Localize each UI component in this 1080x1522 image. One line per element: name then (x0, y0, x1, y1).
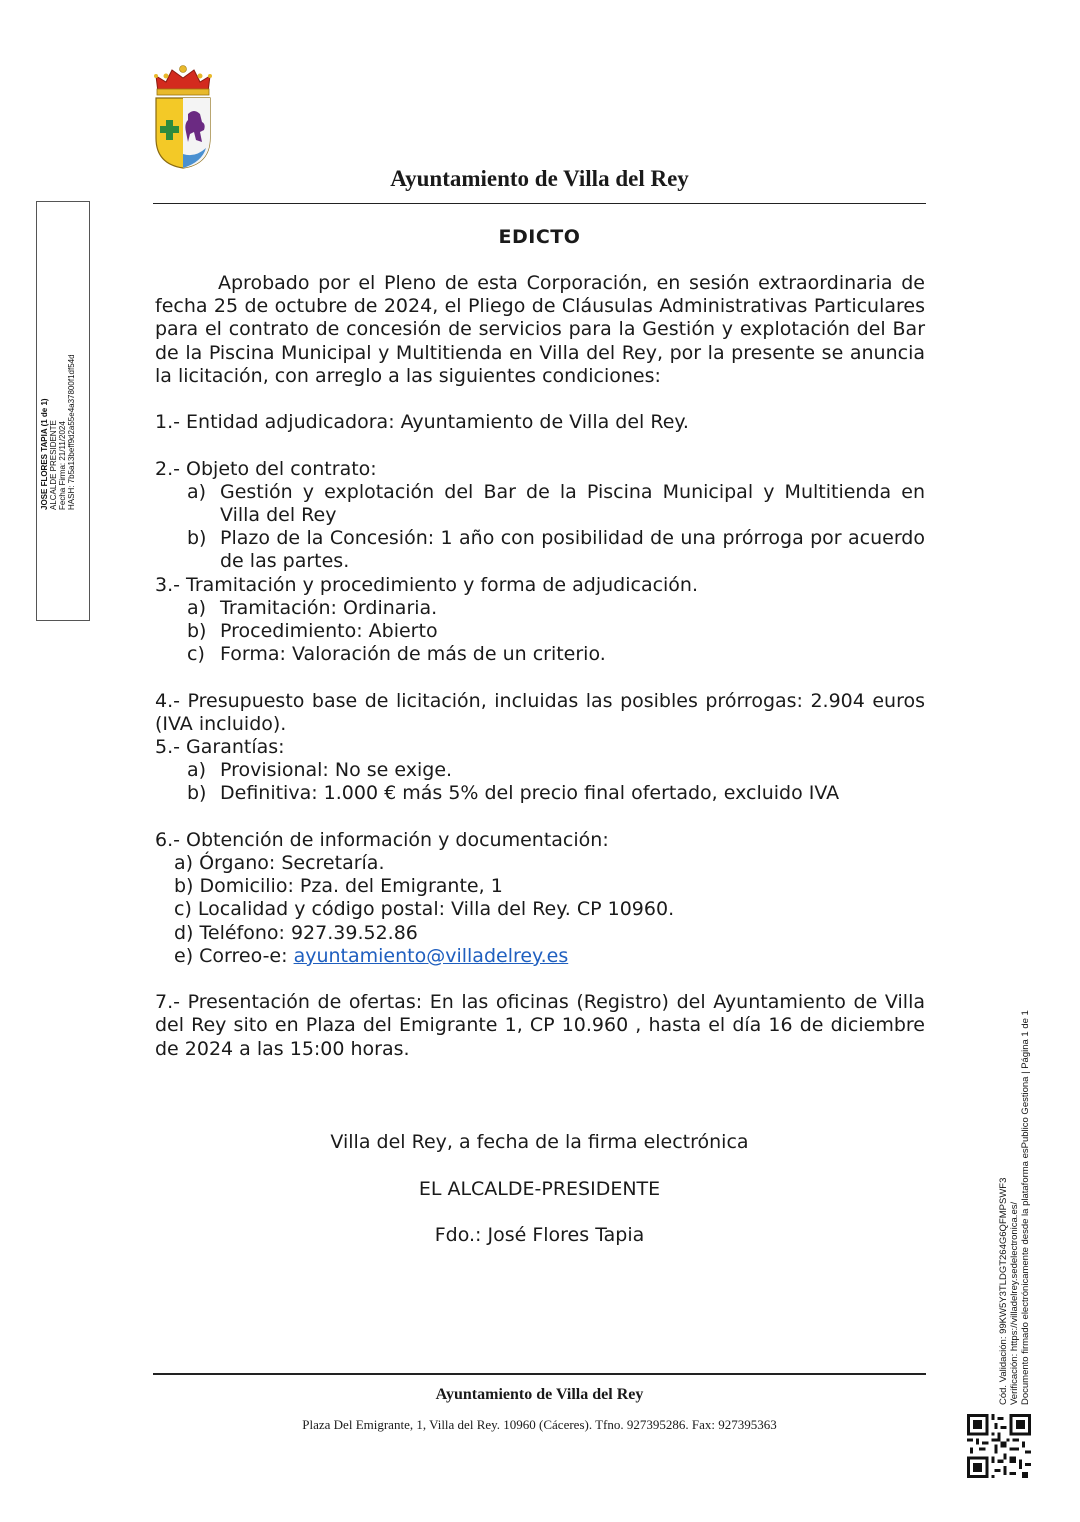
document-title: EDICTO (498, 226, 581, 248)
email-link[interactable]: ayuntamiento@villadelrey.es (293, 944, 569, 967)
list-item: b) Domicilio: Pza. del Emigrante, 1 (174, 875, 503, 898)
intro-paragraph: Aprobado por el Pleno de esta Corporación, en sesión extraordinaria de fecha 25 de octubre de 2024, el Pliego de Cláusulas Administrativas Particulares para el contrato de concesión de servicios para la Gestión y explotación del Bar de la Piscina Municipal y Multitienda en Villa del Rey, por la presente se anuncia la licitación, con arreglo a las siguientes condiciones: (155, 272, 925, 387)
stamp-signer: JOSE FLORES TAPIA (1 de 1) (40, 398, 49, 510)
signature-stamp (40, 310, 76, 510)
list-marker: c) (187, 643, 205, 666)
list-item (155, 759, 925, 782)
list-item-text: Gestión y explotación del Bar de la Piscina Municipal y Multitienda en Villa del Rey (220, 480, 925, 526)
list-item (155, 782, 925, 805)
footer-divider (153, 1373, 926, 1375)
list-item-text: Tramitación: Ordinaria. (220, 596, 438, 619)
list-item-text: Plazo de la Concesión: 1 año con posibilidad de una prórroga por acuerdo de las partes. (220, 527, 925, 573)
section-4: 4.- Presupuesto base de licitación, incluidas las posibles prórrogas: 2.904 euros (IVA incluido). (155, 689, 925, 735)
verification-url: Verificación: https://villadelrey.sedelectronica.es/ (1009, 1201, 1020, 1405)
stamp-date: Fecha Firma: 21/11/2024 (58, 421, 67, 510)
stamp-hash: HASH: 7b5a13beff9d2a55e4a37800f1df54d (67, 354, 76, 510)
header-title: Ayuntamiento de Villa del Rey (390, 166, 689, 191)
list-item (155, 643, 925, 666)
list-item: a) Órgano: Secretaría. (174, 852, 385, 875)
platform-note: Documento firmado electrónicamente desde la plataforma esPublico Gestiona | Página 1 de 1 (1020, 1010, 1031, 1405)
signature-place: Villa del Rey, a fecha de la firma electrónica (330, 1131, 749, 1153)
list-item-text: Definitiva: 1.000 € más 5% del precio final ofertado, excluido IVA (220, 782, 840, 805)
section-3: 3.- Tramitación y procedimiento y forma de adjudicación. (155, 573, 699, 596)
list-marker: b) (187, 527, 207, 550)
list-item-text: Procedimiento: Abierto (220, 620, 438, 643)
section-5: 5.- Garantías: (155, 736, 285, 759)
coat-of-arms-logo (150, 62, 216, 170)
signature-role: EL ALCALDE-PRESIDENTE (418, 1178, 661, 1200)
list-item (155, 620, 925, 643)
list-marker: a) (187, 480, 207, 503)
validation-code: Cód. Validación: 99KW5Y3TLDGT264G6QFMPSWF3 (998, 1177, 1009, 1405)
stamp-role: ALCALDE PRESIDENTE (49, 420, 58, 510)
list-marker: a) (187, 596, 207, 619)
list-item-text: Forma: Valoración de más de un criterio. (220, 643, 606, 666)
email-label: e) Correo-e: (174, 944, 294, 967)
list-item: c) Localidad y código postal: Villa del Rey. CP 10960. (174, 898, 675, 921)
list-item (155, 527, 925, 573)
verification-block (998, 945, 1031, 1405)
list-item: d) Teléfono: 927.39.52.86 (174, 921, 418, 944)
section-7: 7.- Presentación de ofertas: En las oficinas (Registro) del Ayuntamiento de Villa del Rey sito en Plaza del Emigrante 1, CP 10.960 , hasta el día 16 de diciembre de 2024 a las 15:00 horas. (155, 991, 925, 1060)
section-6: 6.- Obtención de información y documentación: (155, 828, 609, 851)
list-item-text: Provisional: No se exige. (220, 759, 453, 782)
list-marker: b) (187, 620, 207, 643)
qr-code-icon (967, 1414, 1031, 1478)
section-2: 2.- Objeto del contrato: (155, 457, 377, 480)
header-divider (153, 203, 926, 204)
signature-name: Fdo.: José Flores Tapia (434, 1224, 645, 1246)
footer-title: Ayuntamiento de Villa del Rey (435, 1386, 644, 1403)
list-item (155, 945, 925, 968)
list-item (155, 481, 925, 527)
list-item (155, 597, 925, 620)
list-marker: a) (187, 759, 207, 782)
footer-address: Plaza Del Emigrante, 1, Villa del Rey. 10960 (Cáceres). Tfno. 927395286. Fax: 927395363 (302, 1417, 777, 1432)
list-marker: b) (187, 782, 207, 805)
document-body (155, 272, 925, 1061)
section-1: 1.- Entidad adjudicadora: Ayuntamiento de Villa del Rey. (155, 411, 689, 434)
